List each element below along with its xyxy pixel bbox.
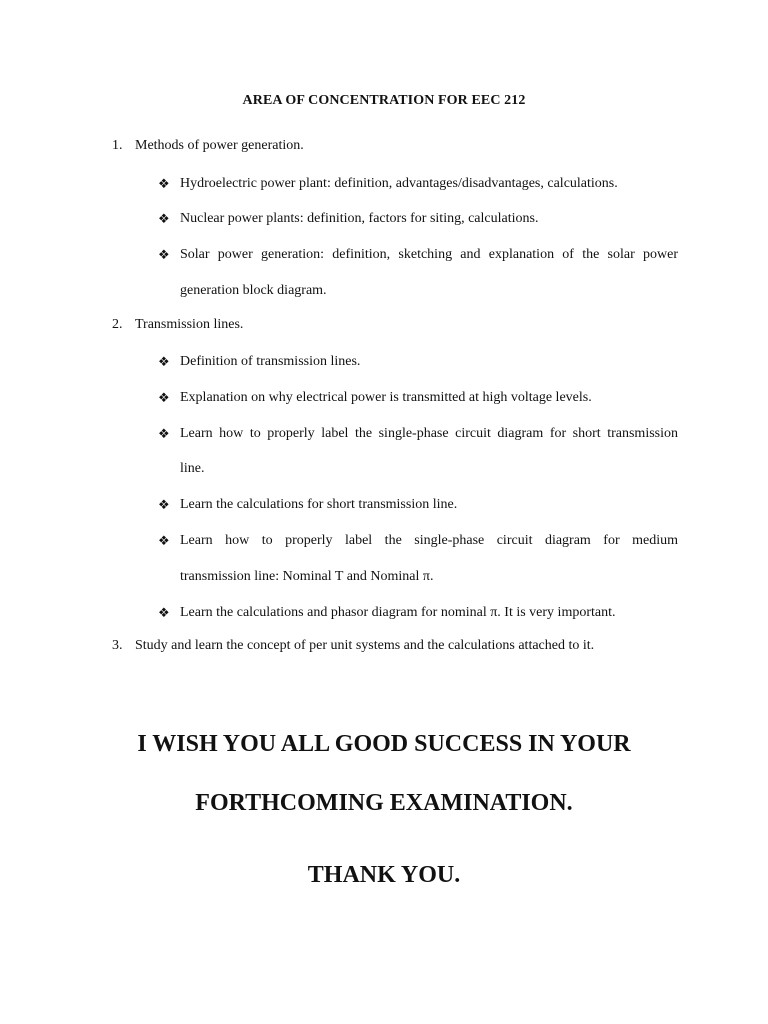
bullet-text: Learn how to properly label the single-phase circuit diagram for short transmission xyxy=(180,426,678,441)
diamond-bullet-icon: ❖ xyxy=(158,390,170,405)
bullet-text-continued: generation block diagram. xyxy=(180,283,327,298)
section-number: 3. xyxy=(112,638,123,653)
section-number: 1. xyxy=(112,138,123,153)
diamond-bullet-icon: ❖ xyxy=(158,533,170,548)
diamond-bullet-icon: ❖ xyxy=(158,176,170,191)
closing-thank-you: THANK YOU. xyxy=(307,862,461,888)
document-title: AREA OF CONCENTRATION FOR EEC 212 xyxy=(242,93,526,108)
section-2 xyxy=(112,317,243,333)
bullet-text: Learn the calculations and phasor diagram for nominal π. It is very important. xyxy=(180,605,616,620)
bullet-text-continued: transmission line: Nominal T and Nominal π. xyxy=(180,569,434,584)
bullet-text-continued: line. xyxy=(180,461,205,476)
bullet-text: Explanation on why electrical power is transmitted at high voltage levels. xyxy=(180,390,592,405)
section-heading: Methods of power generation. xyxy=(135,138,304,153)
diamond-bullet-icon: ❖ xyxy=(158,354,170,369)
section-heading: Transmission lines. xyxy=(135,317,244,332)
bullet-text: Solar power generation: definition, sketching and explanation of the solar power xyxy=(180,247,678,262)
closing-line-2: FORTHCOMING EXAMINATION. xyxy=(195,790,573,816)
closing-line-1: I WISH YOU ALL GOOD SUCCESS IN YOUR xyxy=(137,731,631,757)
diamond-bullet-icon: ❖ xyxy=(158,247,170,262)
bullet-text: Nuclear power plants: definition, factors for siting, calculations. xyxy=(180,211,539,226)
section-number: 2. xyxy=(112,317,123,332)
section-heading: Study and learn the concept of per unit systems and the calculations attached to it. xyxy=(135,638,595,653)
section-3 xyxy=(112,638,594,654)
diamond-bullet-icon: ❖ xyxy=(158,426,170,441)
diamond-bullet-icon: ❖ xyxy=(158,605,170,620)
bullet-text: Learn the calculations for short transmission line. xyxy=(180,497,458,512)
bullet-text: Hydroelectric power plant: definition, advantages/disadvantages, calculations. xyxy=(180,176,618,191)
bullet-text: Definition of transmission lines. xyxy=(180,354,361,369)
bullet-text: Learn how to properly label the single-phase circuit diagram for medium xyxy=(180,533,678,548)
section-1 xyxy=(112,138,304,154)
diamond-bullet-icon: ❖ xyxy=(158,497,170,512)
diamond-bullet-icon: ❖ xyxy=(158,211,170,226)
